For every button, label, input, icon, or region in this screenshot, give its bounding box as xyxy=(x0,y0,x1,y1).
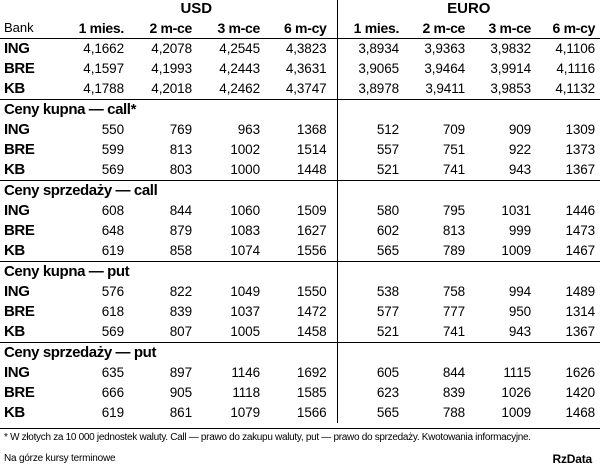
table-cell: 999 xyxy=(508,223,532,238)
table-cell: 858 xyxy=(169,243,192,258)
table-cell: 788 xyxy=(442,405,466,420)
table-cell: 803 xyxy=(169,162,192,177)
table-cell: 618 xyxy=(101,304,124,319)
table-cell: 994 xyxy=(508,284,532,299)
table-cell: 963 xyxy=(237,122,260,137)
bank-name: ING xyxy=(4,202,30,219)
bank-name: BRE xyxy=(4,384,35,401)
table-cell: 1472 xyxy=(268,302,337,322)
table-cell: 1031 xyxy=(501,203,532,218)
table-row xyxy=(0,302,600,322)
table-cell: 1420 xyxy=(565,385,596,400)
table-cell: 758 xyxy=(442,284,466,299)
table-cell: 769 xyxy=(169,122,192,137)
table-cell: 3,8978 xyxy=(358,81,400,96)
table-cell: 4,1132 xyxy=(555,81,596,96)
table-cell: 1468 xyxy=(565,405,596,420)
table-cell: 4,2078 xyxy=(132,39,200,60)
bank-name: BRE xyxy=(4,222,35,239)
table-cell: 521 xyxy=(376,324,400,339)
table-cell: 1446 xyxy=(565,203,596,218)
table-cell: 1037 xyxy=(230,304,260,319)
table-cell: 4,3631 xyxy=(268,59,337,79)
period-header: 2 m-ce xyxy=(422,20,466,36)
section-title-row xyxy=(0,181,600,202)
table-cell: 666 xyxy=(101,385,124,400)
table-cell: 1556 xyxy=(268,241,337,262)
section-title-spacer xyxy=(337,100,600,121)
period-header: 3 m-ce xyxy=(488,20,532,36)
table-cell: 576 xyxy=(101,284,124,299)
table-cell: 844 xyxy=(442,365,466,380)
period-header: 3 m-ce xyxy=(217,20,260,36)
table-cell: 4,1662 xyxy=(66,39,132,60)
table-cell: 599 xyxy=(101,142,124,157)
section-title: Ceny kupna — put xyxy=(0,262,337,283)
table-row xyxy=(0,383,600,403)
table-cell: 569 xyxy=(101,162,124,177)
table-row xyxy=(0,201,600,221)
footer-divider xyxy=(0,428,600,429)
table-cell: 1585 xyxy=(268,383,337,403)
table-cell: 619 xyxy=(101,405,124,420)
table-cell: 4,1597 xyxy=(83,61,124,76)
table-cell: 3,8934 xyxy=(337,39,407,60)
table-cell: 1074 xyxy=(230,243,260,258)
table-cell: 577 xyxy=(376,304,400,319)
table-cell: 1367 xyxy=(565,162,596,177)
table-cell: 538 xyxy=(376,284,400,299)
period-header-row xyxy=(0,18,600,39)
period-header: 2 m-ce xyxy=(149,20,192,36)
table-cell: 1458 xyxy=(268,322,337,343)
table-cell: 909 xyxy=(508,122,532,137)
table-cell: 950 xyxy=(508,304,532,319)
bank-name: KB xyxy=(4,323,25,340)
section-title-row xyxy=(0,262,600,283)
table-cell: 1309 xyxy=(565,122,596,137)
footnote: * W złotych za 10 000 jednostek waluty. Call — prawo do zakupu waluty, put — prawo do sprzedaży. Kwotowania informacyjne. xyxy=(4,432,531,443)
table-cell: 922 xyxy=(508,142,532,157)
table-cell: 1005 xyxy=(230,324,260,339)
table-row xyxy=(0,363,600,383)
table-cell: 777 xyxy=(442,304,466,319)
table-cell: 3,9411 xyxy=(425,81,466,96)
table-cell: 751 xyxy=(442,142,466,157)
table-cell: 608 xyxy=(101,203,124,218)
table-cell: 569 xyxy=(101,324,124,339)
period-header: 1 mies. xyxy=(353,20,400,36)
section-title-row xyxy=(0,343,600,364)
table-cell: 1049 xyxy=(230,284,260,299)
table-cell: 512 xyxy=(376,122,400,137)
table-cell: 1514 xyxy=(268,140,337,160)
table-cell: 1566 xyxy=(268,403,337,423)
table-cell: 565 xyxy=(376,405,400,420)
currency-usd: USD xyxy=(66,0,337,18)
table-row xyxy=(0,221,600,241)
table-cell: 1083 xyxy=(230,223,260,238)
table-cell: 550 xyxy=(101,122,124,137)
bank-name: ING xyxy=(0,39,66,60)
table-cell: 1026 xyxy=(501,385,532,400)
source-note: Na górze kursy terminowe xyxy=(4,453,116,464)
table-cell: 813 xyxy=(169,142,192,157)
table-cell: 1550 xyxy=(268,282,337,302)
table-cell: 1473 xyxy=(565,223,596,238)
table-cell: 943 xyxy=(508,324,532,339)
brand-credit: RzData xyxy=(552,452,592,466)
table-cell: 1314 xyxy=(565,304,596,319)
table-cell: 3,9914 xyxy=(490,61,532,76)
table-cell: 1002 xyxy=(230,142,260,157)
bank-name: KB xyxy=(4,161,25,178)
table-cell: 623 xyxy=(376,385,400,400)
table-row xyxy=(0,241,600,262)
bank-name: BRE xyxy=(4,303,35,320)
bank-name: ING xyxy=(4,364,30,381)
table-cell: 839 xyxy=(169,304,192,319)
section-title-spacer xyxy=(337,262,600,283)
table-cell: 4,2462 xyxy=(219,81,260,96)
table-cell: 1060 xyxy=(230,203,260,218)
section-title-row xyxy=(0,100,600,121)
table-cell: 905 xyxy=(169,385,192,400)
currency-euro: EURO xyxy=(447,0,491,17)
table-cell: 861 xyxy=(169,405,192,420)
table-cell: 1079 xyxy=(230,405,260,420)
table-cell: 4,3747 xyxy=(268,79,337,100)
period-header: 6 m-cy xyxy=(268,18,337,39)
bank-name: ING xyxy=(4,121,30,138)
bank-column-header: Bank xyxy=(4,20,34,35)
table-cell: 807 xyxy=(169,324,192,339)
table-cell: 1146 xyxy=(231,365,260,380)
bank-name: KB xyxy=(4,80,25,97)
table-cell: 557 xyxy=(376,142,400,157)
table-cell: 822 xyxy=(169,284,192,299)
table-cell: 4,3823 xyxy=(268,39,337,60)
table-cell: 795 xyxy=(442,203,466,218)
table-cell: 605 xyxy=(376,365,400,380)
table-cell: 741 xyxy=(442,324,466,339)
table-row xyxy=(0,322,600,343)
table-cell: 565 xyxy=(376,243,400,258)
table-cell: 4,2443 xyxy=(219,61,260,76)
table-cell: 943 xyxy=(508,162,532,177)
table-cell: 4,2018 xyxy=(151,81,192,96)
period-header: 6 m-cy xyxy=(552,20,596,36)
table-cell: 1368 xyxy=(268,120,337,140)
section-title: Ceny sprzedaży — call xyxy=(0,181,337,202)
table-cell: 813 xyxy=(442,223,466,238)
table-cell: 1692 xyxy=(268,363,337,383)
table-row xyxy=(0,120,600,140)
table-cell: 619 xyxy=(101,243,124,258)
table-cell: 1009 xyxy=(501,405,532,420)
table-cell: 879 xyxy=(169,223,192,238)
table-cell: 580 xyxy=(376,203,400,218)
table-row xyxy=(0,59,600,79)
table-cell: 897 xyxy=(169,365,192,380)
section-title-spacer xyxy=(337,181,600,202)
currency-header-row xyxy=(0,0,600,18)
table-cell: 789 xyxy=(442,243,466,258)
section-title: Ceny sprzedaży — put xyxy=(0,343,337,364)
table-cell: 1627 xyxy=(268,221,337,241)
table-cell: 1509 xyxy=(268,201,337,221)
table-cell: 648 xyxy=(101,223,124,238)
table-cell: 844 xyxy=(169,203,192,218)
table-row xyxy=(0,403,600,423)
table-cell: 1448 xyxy=(268,160,337,181)
table-cell: 3,9853 xyxy=(490,81,532,96)
bank-name: BRE xyxy=(4,60,35,77)
table-row xyxy=(0,140,600,160)
table-cell: 1489 xyxy=(565,284,596,299)
table-cell: 1009 xyxy=(501,243,532,258)
table-cell: 1000 xyxy=(230,162,260,177)
table-cell: 4,2545 xyxy=(200,39,268,60)
table-cell: 3,9363 xyxy=(407,39,473,60)
table-cell: 1626 xyxy=(565,365,596,380)
table-cell: 741 xyxy=(442,162,466,177)
table-cell: 4,1993 xyxy=(151,61,192,76)
table-cell: 1467 xyxy=(565,243,596,258)
section-title-spacer xyxy=(337,343,600,364)
bank-name: BRE xyxy=(4,141,35,158)
table-cell: 1367 xyxy=(565,324,596,339)
table-cell: 839 xyxy=(442,385,466,400)
table-cell: 4,1116 xyxy=(556,61,596,76)
table-cell: 3,9464 xyxy=(424,61,466,76)
table-cell: 602 xyxy=(376,223,400,238)
table-cell: 3,9065 xyxy=(358,61,400,76)
table-cell: 635 xyxy=(101,365,124,380)
table-row xyxy=(0,79,600,100)
table-cell: 709 xyxy=(442,122,466,137)
table-cell: 1115 xyxy=(503,365,532,380)
table-row xyxy=(0,160,600,181)
table-cell: 3,9832 xyxy=(473,39,539,60)
table-cell: 521 xyxy=(376,162,400,177)
table-row xyxy=(0,39,600,60)
table-row xyxy=(0,282,600,302)
bank-name: KB xyxy=(4,242,25,259)
table-cell: 1373 xyxy=(565,142,596,157)
section-title: Ceny kupna — call* xyxy=(0,100,337,121)
bank-name: ING xyxy=(4,283,30,300)
table-cell: 1118 xyxy=(232,385,260,400)
period-header: 1 mies. xyxy=(78,20,124,36)
table-cell: 4,1106 xyxy=(539,39,600,60)
bank-name: KB xyxy=(4,404,25,421)
table-cell: 4,1788 xyxy=(83,81,124,96)
